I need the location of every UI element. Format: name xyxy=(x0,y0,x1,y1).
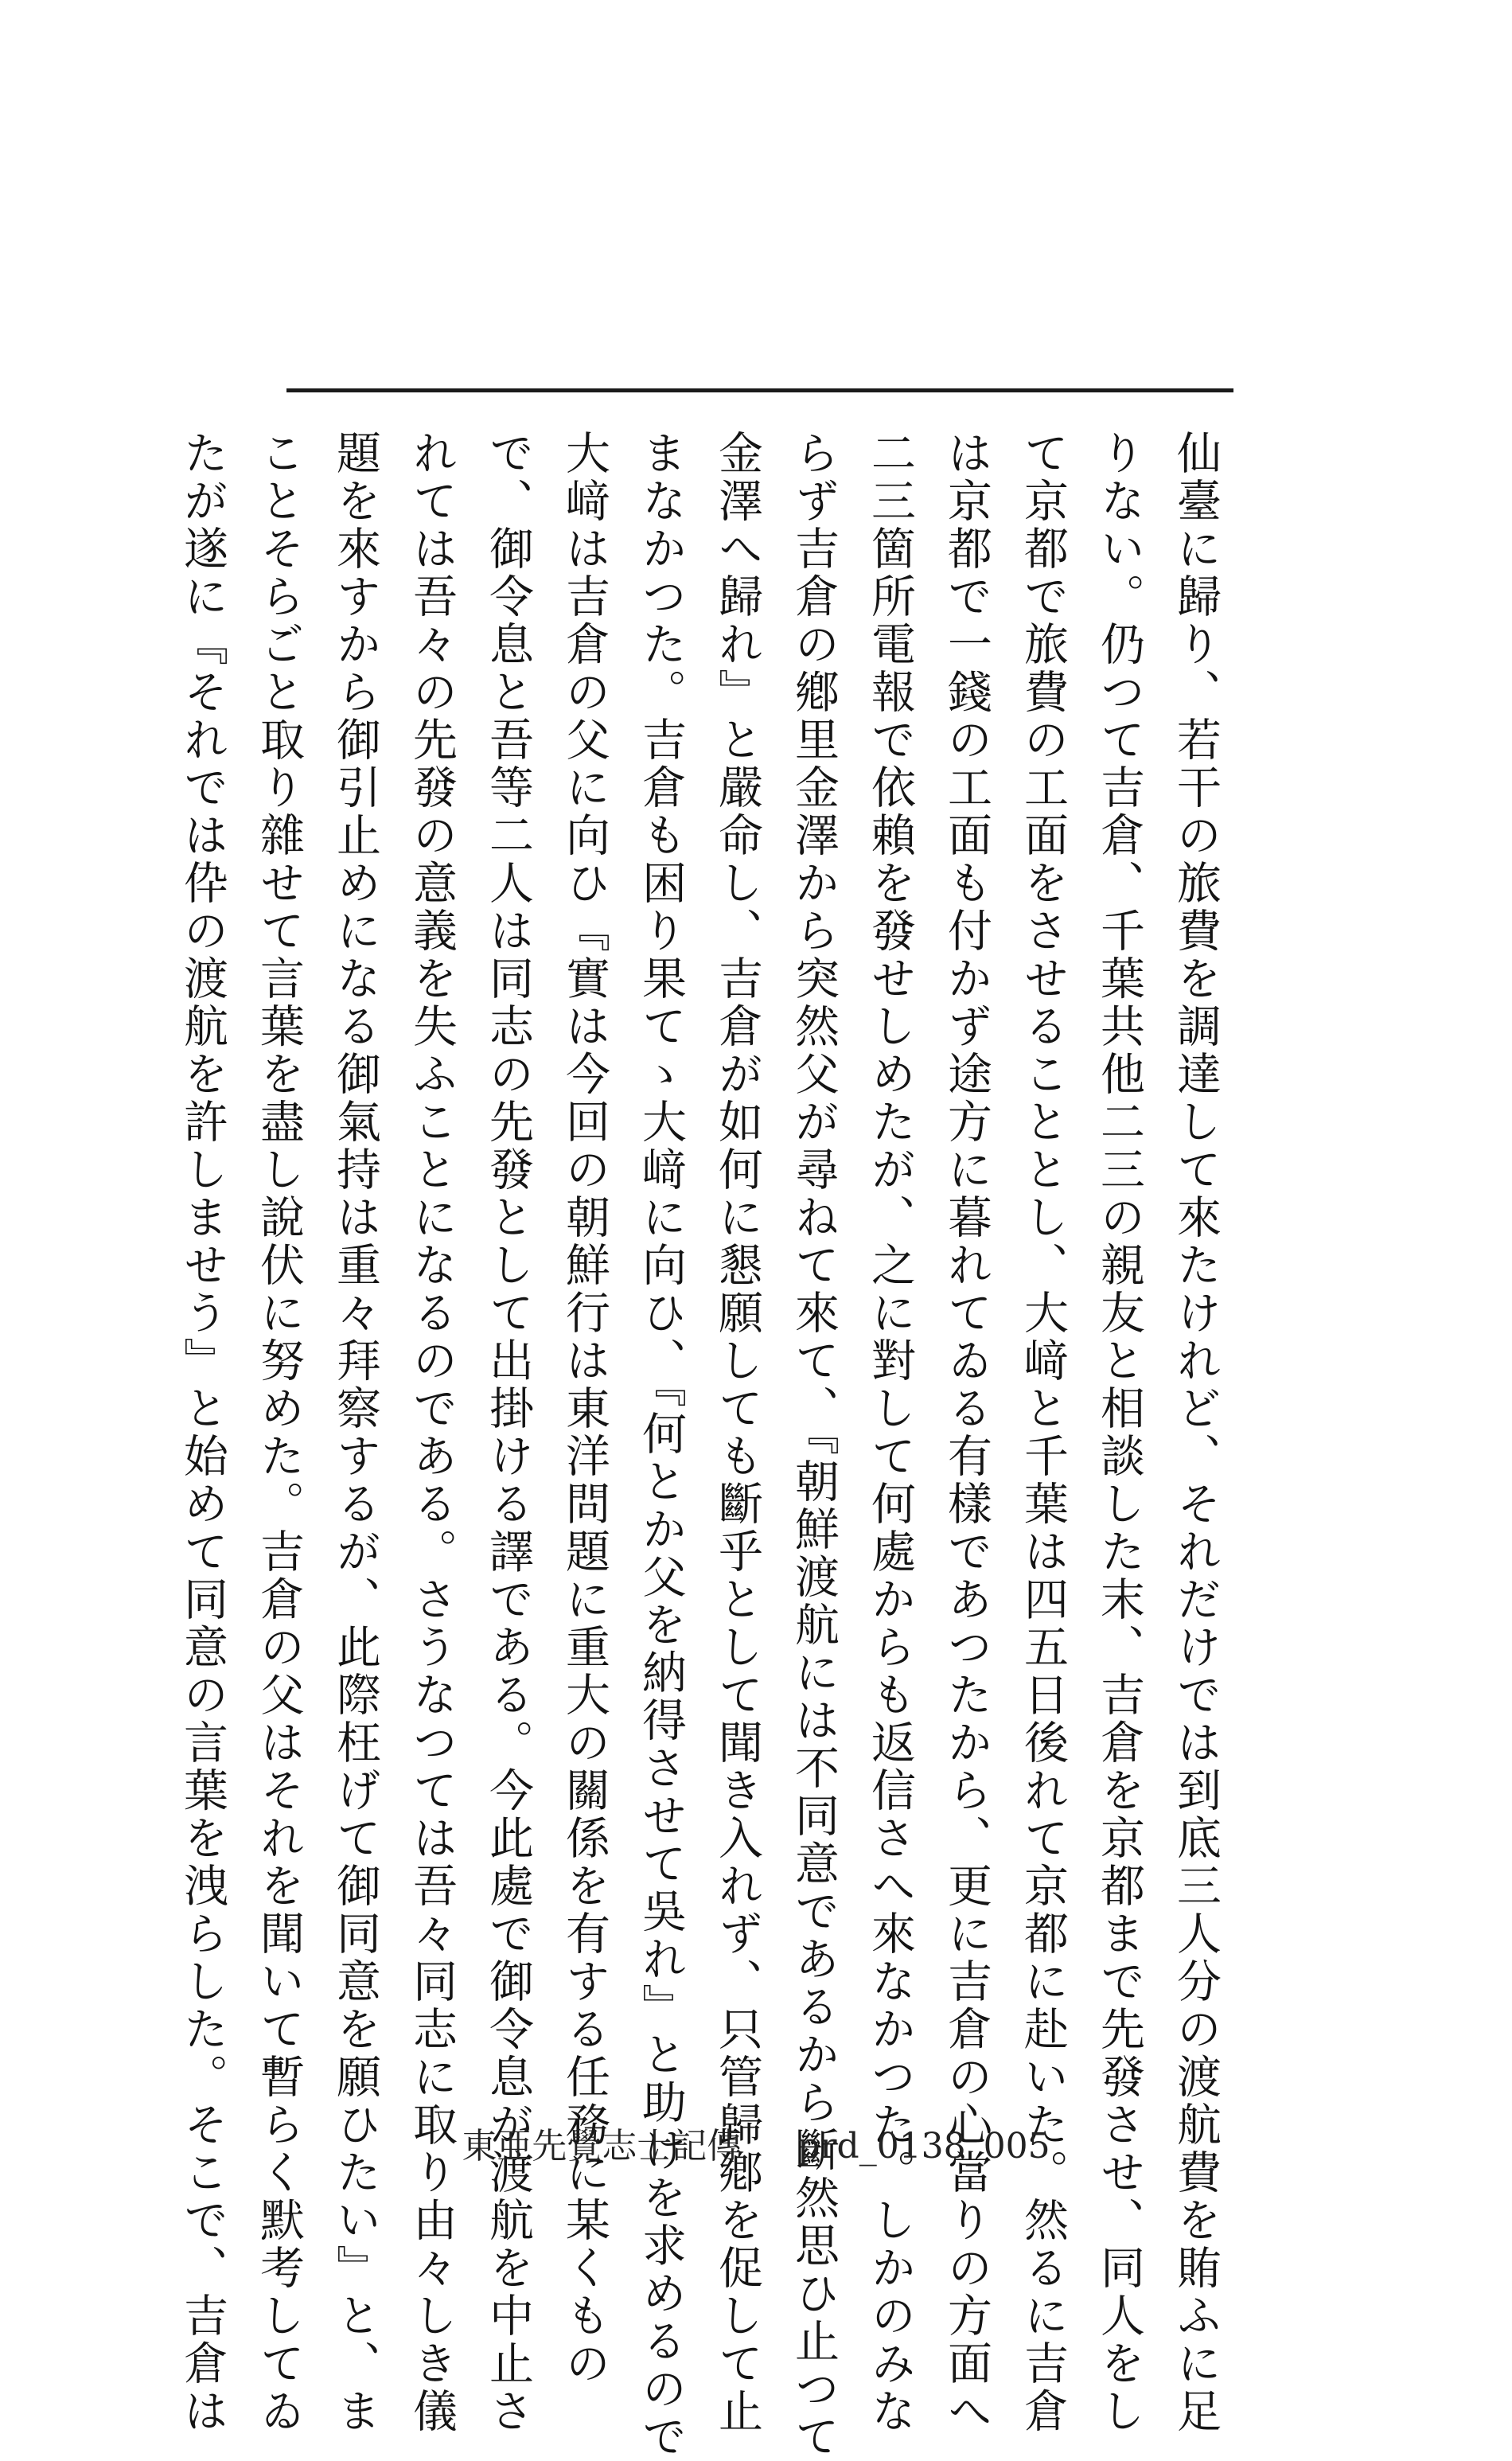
text-line: たが遂に『それでは伜の渡航を許しませう』と始めて同意の言葉を洩らした。そこで、吉倉は xyxy=(177,430,228,2436)
text-line: 題を來すから御引止めになる御氣持は重々拜察するが、此際枉げて御同意を願ひたい』と、ま xyxy=(329,430,381,2436)
text-line: れては吾々の先發の意義を失ふことになるのである。さうなつては吾々同志に取り由々しき儀 xyxy=(406,430,458,2436)
footer-code: prd_0138_005 xyxy=(797,2126,1050,2167)
text-line: て京都で旅費の工面をさせることとし、大﨑と千葉は四五日後れて京都に赴いた。然るに吉倉 xyxy=(1017,430,1069,2436)
text-line: 二三箇所電報で依賴を發せしめたが、之に對して何處からも返信さへ來なかつた。しかのみな xyxy=(864,430,916,2436)
text-line: で、御令息と吾等二人は同志の先發として出掛ける譯である。今此處で御令息が渡航を中止さ xyxy=(482,430,534,2436)
page-footer xyxy=(0,2117,1512,2168)
text-line: まなかつた。吉倉も困り果てゝ大﨑に向ひ、『何とか父を納得させて吳れ』と助けを求めるので xyxy=(635,430,687,2461)
text-line: 仙臺に歸り、若干の旅費を調達して來たけれど、それだけでは到底三人分の渡航費を賄ふに足 xyxy=(1170,430,1222,2436)
text-line: ことそらごと取り雜せて言葉を盡し說伏に努めた。吉倉の父はそれを聞いて暫らく默考してゐ xyxy=(253,430,305,2436)
text-line: らず吉倉の鄕里金澤から突然父が尋ねて來て、『朝鮮渡航には不同意であるから斷然思ひ止つて xyxy=(788,430,840,2461)
text-line: 大﨑は吉倉の父に向ひ『實は今回の朝鮮行は東洋問題に重大の關係を有する任務に某くもの xyxy=(559,430,610,2388)
text-line: 金澤へ歸れ』と嚴命し、吉倉が如何に懇願しても斷乎として聞き入れず、只管歸鄕を促して止 xyxy=(711,430,763,2436)
text-line: りない。仍つて吉倉、千葉共他二三の親友と相談した末、吉倉を京都まで先發させ、同人をし xyxy=(1093,430,1145,2436)
text-line: は京都で一錢の工面も付かず途方に暮れてゐる有樣であつたから、更に吉倉の心當りの方面へ xyxy=(941,430,992,2436)
footer-title: 東亜先覺志士記傳 xyxy=(462,2126,742,2167)
top-rule xyxy=(286,388,1233,392)
